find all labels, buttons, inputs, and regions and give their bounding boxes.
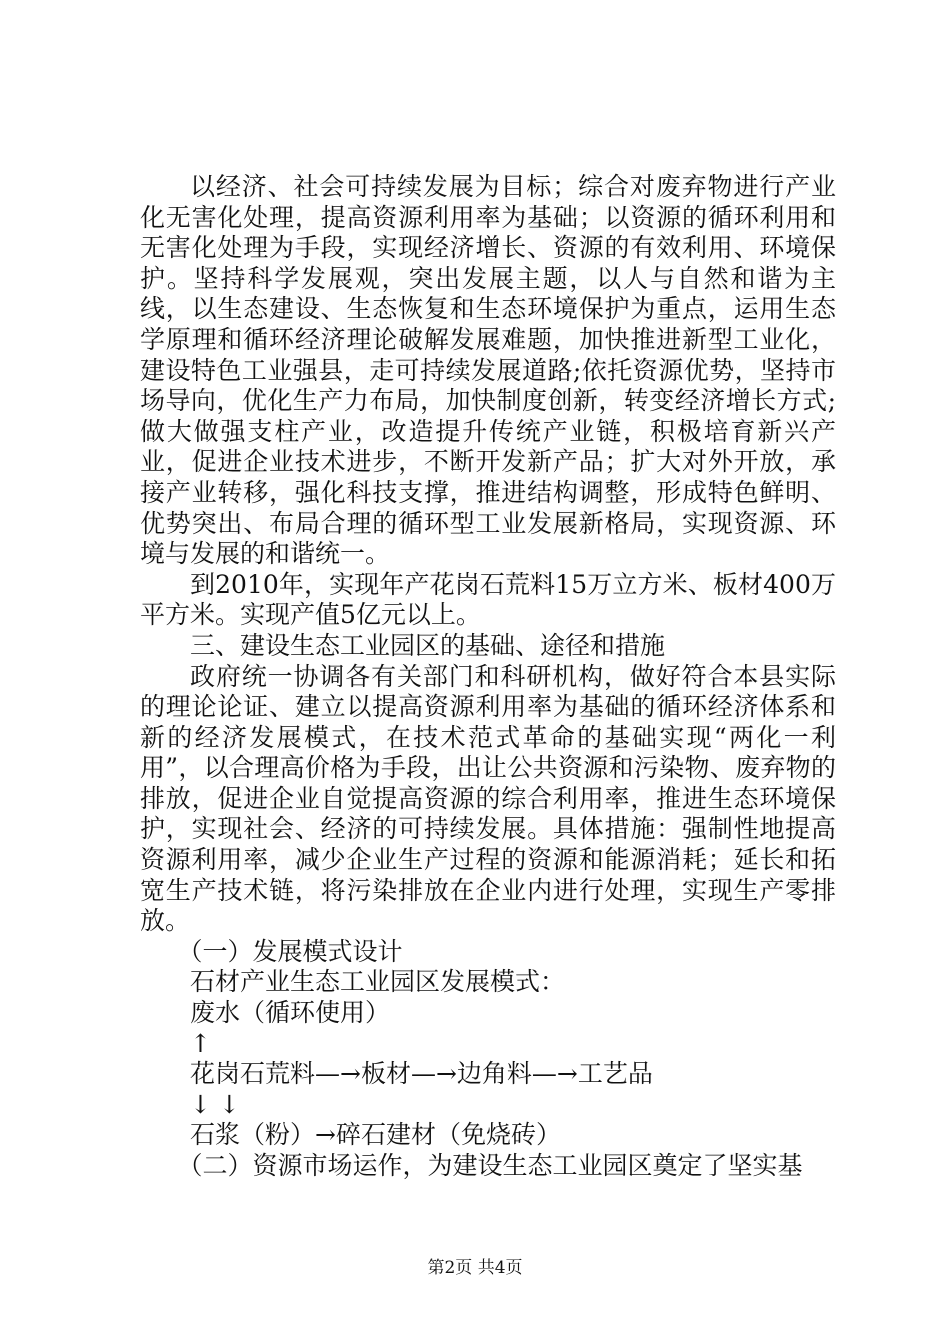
flow-arrows-down: ↓ ↓ [190, 1089, 240, 1119]
flow-slurry: 石浆（粉）→碎石建材（免烧砖） [190, 1120, 561, 1150]
flow-waste-water: 废水（循环使用） [190, 998, 391, 1028]
section-heading-3: 三、建设生态工业园区的基础、途径和措施 [190, 630, 666, 660]
paragraph-goals: 以经济、社会可持续发展为目标；综合对废弃物进行产业化无害化处理，提高资源利用率为基础；以资源的循环利用和无害化处理为手段，实现经济增长、资源的有效利用、环境保护。坚持科学发展观，突出发展主题，以人与自然和谐为主线，以生态建设、生态恢复和生态环境保护为重点，运用生态学原理和循环经济理论破解发展难题，加快推进新型工业化，建设特色工业强县，走可持续发展道路;依托资源优势，坚持市场导向，优化生产力布局，加快制度创新，转变经济增长方式;做大做强支柱产业，改造提升传统产业链，积极培育新兴产业，促进企业技术进步，不断开发新产品；扩大对外开放，承接产业转移，强化科技支撑，推进结构调整，形成特色鲜明、优势突出、布局合理的循环型工业发展新格局，实现资源、环境与发展的和谐统一。 [140, 172, 836, 569]
flow-chain: 花岗石荒料—→板材—→边角料—→工艺品 [190, 1059, 653, 1089]
flow-arrow-up: ↑ [190, 1028, 211, 1058]
page-footer: 第2页 共4页 [427, 1258, 523, 1278]
subsection-heading-1: （一）发展模式设计 [177, 936, 403, 966]
subsection-heading-2: （二）资源市场运作，为建设生态工业园区奠定了坚实基 [177, 1151, 803, 1180]
paragraph-targets: 到2010年，实现年产花岗石荒料15万立方米、板材400万平方米。实现产值5亿元以上。 [140, 569, 836, 630]
paragraph-measures: 政府统一协调各有关部门和科研机构，做好符合本县实际的理论论证、建立以提高资源利用率为基础的循环经济体系和新的经济发展模式，在技术范式革命的基础实现“两化一利用”，以合理高价格为手段，出让公共资源和污染物、废弃物的排放，促进企业自觉提高资源的综合利用率，推进生态环境保护，实现社会、经济的可持续发展。具体措施：强制性地提高资源利用率，减少企业生产过程的资源和能源消耗；延长和拓宽生产技术链，将污染排放在企业内进行处理，实现生产零排放。 [140, 661, 836, 936]
flow-diagram [140, 967, 836, 1151]
flow-title: 石材产业生态工业园区发展模式： [190, 967, 566, 997]
document-body [140, 172, 836, 1182]
